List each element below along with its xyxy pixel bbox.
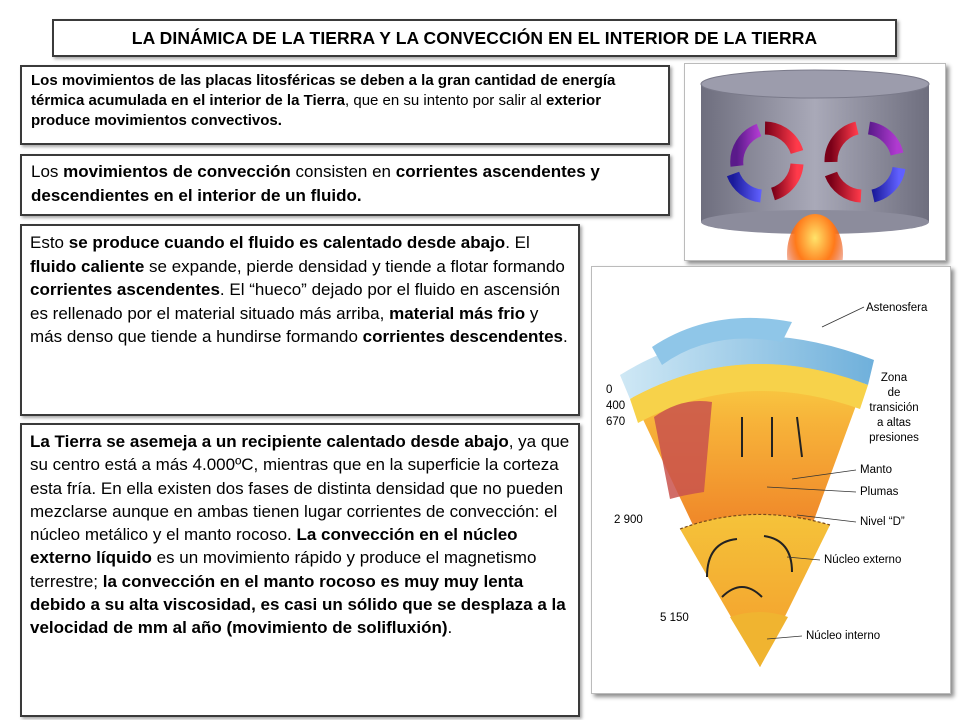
label-astenosfera: Astenosfera	[866, 302, 928, 314]
paragraph-plate-movement: Los movimientos de las placas litosféricas se deben a la gran cantidad de energía térmica acumulada en el interior de la Tierra, que en su intento por salir al exterior produce movimientos convectivos.	[20, 65, 670, 145]
label-plumas: Plumas	[860, 486, 899, 498]
depth-0: 0	[606, 384, 613, 396]
depth-670: 670	[606, 416, 626, 428]
label-manto: Manto	[860, 464, 892, 476]
depth-2900: 2 900	[614, 514, 643, 526]
depth-5150: 5 150	[660, 612, 689, 624]
convection-container-image	[684, 63, 946, 261]
page-title: LA DINÁMICA DE LA TIERRA Y LA CONVECCIÓN EN EL INTERIOR DE LA TIERRA	[52, 19, 897, 57]
label-nucleo-interno: Núcleo interno	[806, 630, 881, 642]
earth-interior-diagram	[591, 266, 951, 694]
earth-wedge-illustration	[592, 267, 950, 693]
paragraph-convection-definition: Los movimientos de convección consisten en corrientes ascendentes y descendientes en el interior de un fluido.	[20, 154, 670, 216]
paragraph-earth-convection: La Tierra se asemeja a un recipiente calentado desde abajo, ya que su centro está a más 4.000ºC, mientras que en la superficie la corteza esta fría. En ella existen dos fases de distinta densidad que no pueden mezclarse aunque en ambas tienen lugar corrientes de convección: el núcleo metálico y el manto rocoso. La convección en el núcleo externo líquido es un movimiento rápido y produce el magnetismo terrestre; la convección en el manto rocoso es muy muy lenta debido a su alta viscosidad, es casi un sólido que se desplaza a la velocidad de mm al año (movimiento de solifluxión).	[20, 423, 580, 717]
convection-container-illustration	[685, 64, 945, 260]
label-nucleo-externo: Núcleo externo	[824, 554, 902, 566]
paragraph-convection-mechanism: Esto se produce cuando el fluido es calentado desde abajo. El fluido caliente se expande, pierde densidad y tiende a flotar formando corrientes ascendentes. El “hueco” dejado por el fluido en ascensión es rellenado por el material situado más arriba, material más frio y más denso que tiende a hundirse formando corrientes descendentes.	[20, 224, 580, 416]
label-nivel-d: Nivel “D”	[860, 516, 905, 528]
label-zona: Zona de transición a altas presiones	[869, 372, 919, 444]
depth-400: 400	[606, 400, 626, 412]
